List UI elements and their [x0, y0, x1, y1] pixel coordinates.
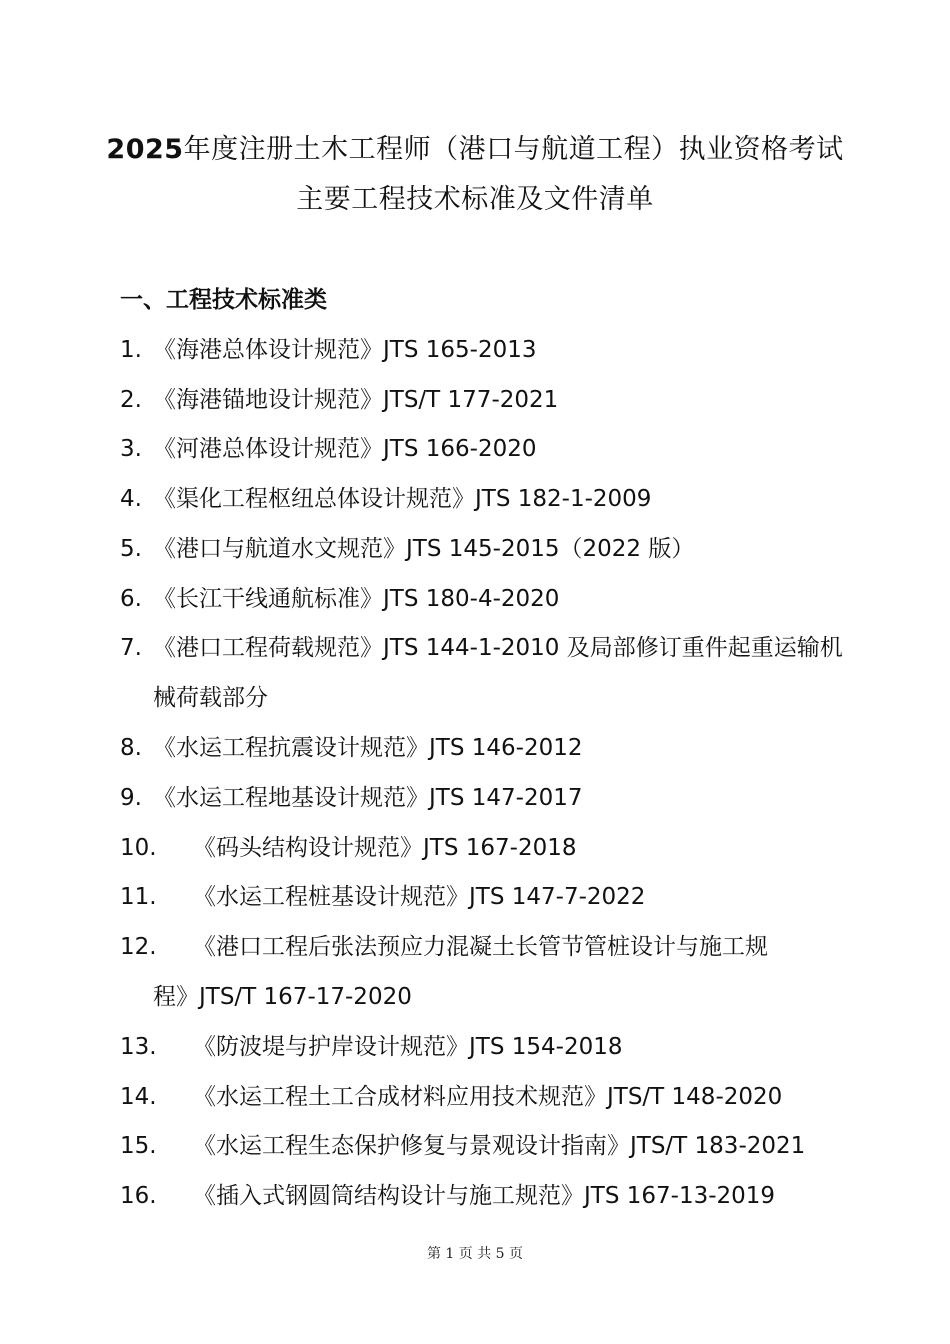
title-text: 年度注册土木工程师（港口与航道工程）执业资格考试: [183, 134, 844, 165]
item-number: 15.: [120, 1133, 157, 1159]
list-item: [120, 623, 870, 723]
item-text: 《水运工程桩基设计规范》JTS 147-7-2022: [193, 884, 646, 910]
item-number: 14.: [120, 1084, 157, 1110]
item-number: 4.: [120, 486, 142, 512]
item-number: 2.: [120, 387, 142, 413]
list-item: [120, 1171, 870, 1221]
list-item: [120, 1121, 870, 1171]
list-item: [120, 723, 870, 773]
list-item: [120, 872, 870, 922]
item-number: 13.: [120, 1034, 157, 1060]
list-item: [120, 474, 870, 524]
item-text: 《港口工程荷载规范》JTS 144-1-2010 及局部修订重件起重运输机: [153, 635, 843, 661]
title-line-2: 主要工程技术标准及文件清单: [296, 184, 654, 215]
list-item: [120, 325, 870, 375]
list-item: [120, 574, 870, 624]
item-number: 1.: [120, 337, 142, 363]
item-text: 《港口工程后张法预应力混凝土长管节管桩设计与施工规: [193, 934, 768, 960]
item-text: 《港口与航道水文规范》JTS 145-2015（2022 版）: [153, 536, 695, 562]
list-item: [120, 922, 870, 1022]
list-item: [120, 773, 870, 823]
item-number: 3.: [120, 436, 142, 462]
list-item: [120, 1072, 870, 1122]
item-text: 《码头结构设计规范》JTS 167-2018: [193, 835, 577, 861]
list-item: [120, 375, 870, 425]
item-text: 《水运工程生态保护修复与景观设计指南》JTS/T 183-2021: [193, 1133, 806, 1159]
page-number-footer: 第 1 页 共 5 页: [426, 1246, 524, 1262]
item-text: 《渠化工程枢纽总体设计规范》JTS 182-1-2009: [153, 486, 652, 512]
section-heading: 一、工程技术标准类: [120, 287, 327, 313]
item-text: 《海港总体设计规范》JTS 165-2013: [153, 337, 537, 363]
item-text: 《水运工程土工合成材料应用技术规范》JTS/T 148-2020: [193, 1084, 783, 1110]
item-number: 7.: [120, 635, 142, 661]
item-number: 5.: [120, 536, 142, 562]
item-text: 《水运工程抗震设计规范》JTS 146-2012: [153, 735, 583, 761]
item-number: 10.: [120, 835, 157, 861]
item-text: 《插入式钢圆筒结构设计与施工规范》JTS 167-13-2019: [193, 1183, 776, 1209]
list-item: [120, 424, 870, 474]
item-number: 12.: [120, 934, 157, 960]
item-text: 《长江干线通航标准》JTS 180-4-2020: [153, 586, 560, 612]
item-text: 《水运工程地基设计规范》JTS 147-2017: [153, 785, 583, 811]
item-number: 6.: [120, 586, 142, 612]
item-number: 11.: [120, 884, 157, 910]
title-year: 2025: [106, 134, 184, 165]
list-item: [120, 524, 870, 574]
item-number: 8.: [120, 735, 142, 761]
item-text: 《河港总体设计规范》JTS 166-2020: [153, 436, 537, 462]
item-text: 《海港锚地设计规范》JTS/T 177-2021: [153, 387, 559, 413]
item-text-continuation: 程》JTS/T 167-17-2020: [153, 984, 412, 1010]
item-text-continuation: 械荷载部分: [153, 685, 268, 711]
item-number: 9.: [120, 785, 142, 811]
list-item: [120, 1022, 870, 1072]
item-number: 16.: [120, 1183, 157, 1209]
item-text: 《防波堤与护岸设计规范》JTS 154-2018: [193, 1034, 623, 1060]
list-item: [120, 823, 870, 873]
